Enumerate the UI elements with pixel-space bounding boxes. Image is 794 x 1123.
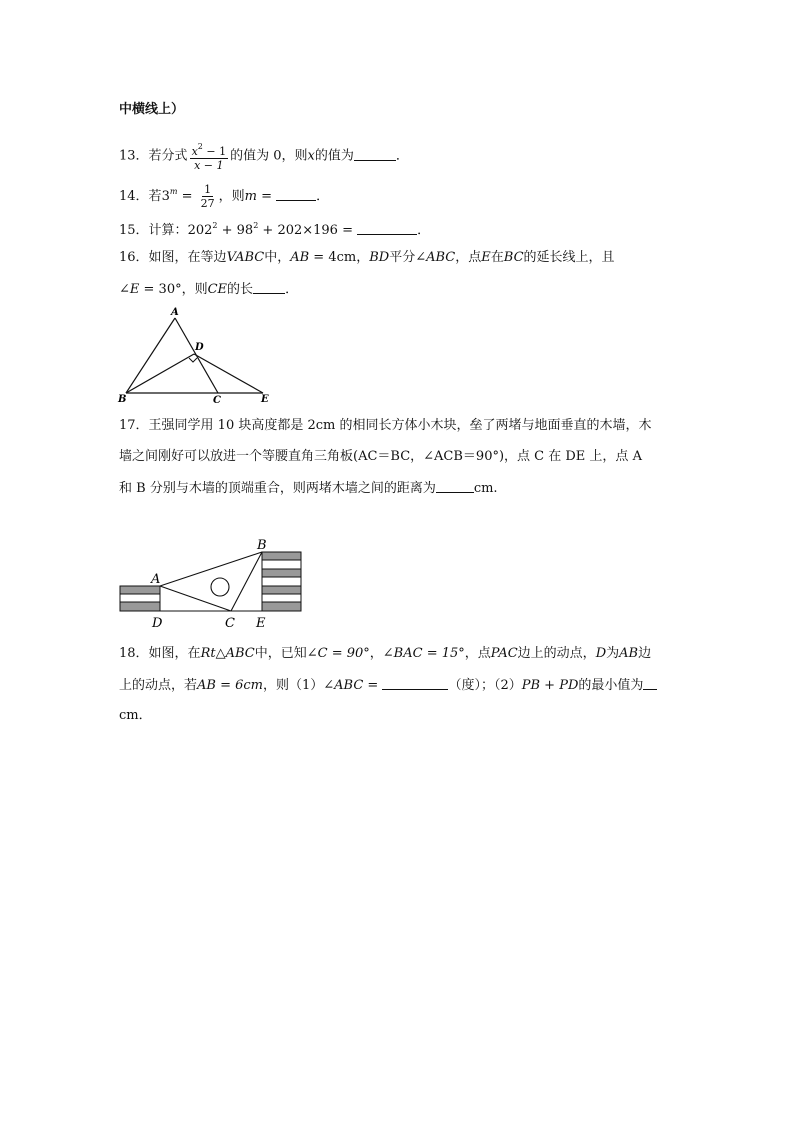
fig16-label-a: A xyxy=(171,307,179,318)
question-17-line2: 墙之间刚好可以放进一个等腰直角三角板(AC＝BC，∠ACB＝90°)，点 C 在 DE 上，点 A xyxy=(119,449,642,464)
q13-number: 13． xyxy=(119,148,149,164)
q13-answer-blank[interactable] xyxy=(354,148,396,161)
question-18-line2: 上的动点，若AB = 6cm，则（1）∠ABC = （度）；（2）PB + PD的最小值为 xyxy=(119,677,657,694)
question-15: 15．计算：$202^2 + 98^2 + 202\times 196$ = ． xyxy=(119,221,431,238)
q13-fraction: $\frac{x^2 - 1}{x - 1}$ xyxy=(191,142,227,172)
q18-answer-blank-1[interactable] xyxy=(382,677,448,690)
question-16-line2: ∠E = 30°，则CE的长 ． xyxy=(119,282,299,297)
question-16-line1: 16．如图，在等边VABC中，AB = 4cm，BD平分∠ABC，点E在BC的延长线上，且 xyxy=(119,250,615,265)
fig17-label-c: C xyxy=(225,616,235,631)
fig17-label-d: D xyxy=(152,616,163,631)
figure-17-walls xyxy=(115,535,310,631)
question-14: 14．若$3^m$ = $\frac{1}{27}$ ，则m = ． xyxy=(119,183,330,210)
fig16-label-d: D xyxy=(195,342,204,353)
q16-answer-blank[interactable] xyxy=(253,281,285,294)
fig17-label-b: B xyxy=(257,538,267,553)
q18-answer-blank-2[interactable] xyxy=(643,677,657,690)
q13-text: 若分式 xyxy=(148,148,188,164)
question-17-line1: 17．王强同学用 10 块高度都是 2cm 的相同长方体小木块，垒了两堵与地面垂直的木墙，木 xyxy=(119,418,652,433)
fig16-label-b: B xyxy=(118,394,127,404)
question-18-line3: cm． xyxy=(119,708,152,723)
q15-answer-blank[interactable] xyxy=(357,222,417,235)
question-18-line1: 18．如图，在Rt△ABC中，已知∠C = 90°，∠BAC = 15°，点PAC边上的动点，D为AB边 xyxy=(119,646,652,661)
question-17-line3: 和 B 分别与木墙的顶端重合，则两堵木墙之间的距离为 cm. xyxy=(119,481,498,496)
fig17-label-e: E xyxy=(256,616,266,631)
figure-16-triangle xyxy=(115,302,275,404)
section-heading-tail: 中横线上） xyxy=(119,102,185,117)
q17-answer-blank[interactable] xyxy=(436,480,474,493)
q14-answer-blank[interactable] xyxy=(276,188,316,201)
q14-fraction: $\frac{1}{27}$ xyxy=(200,183,215,210)
fig17-label-a: A xyxy=(151,572,161,587)
question-13: 13．若分式 $\frac{x^2 - 1}{x - 1}$ 的值为 0，则x的值为 ． xyxy=(119,142,409,172)
fig16-label-e: E xyxy=(261,394,269,404)
fig16-label-c: C xyxy=(213,395,221,404)
